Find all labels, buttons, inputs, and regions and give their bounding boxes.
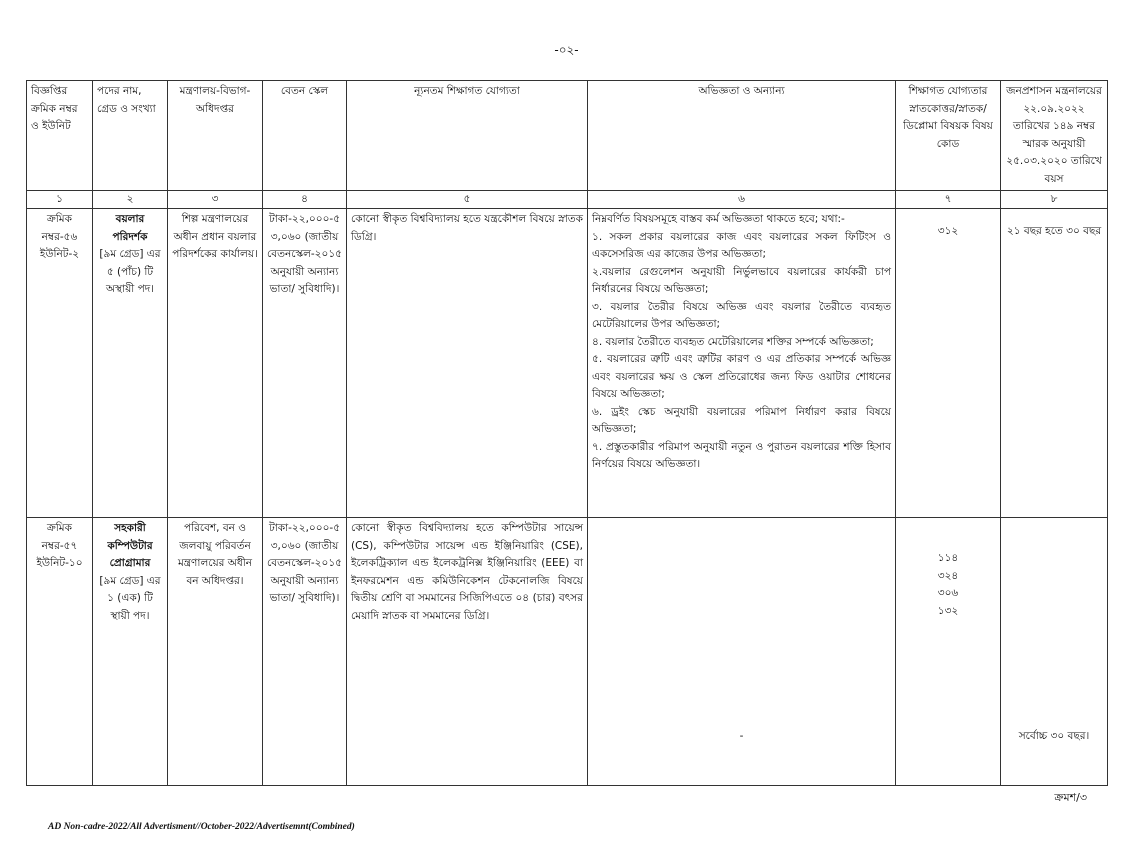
experience-item: ১. সকল প্রকার বয়লারের কাজ এবং বয়লারের সকল ফিটিংস ও একসেসরিজ এর কাজের উপর অভিজ্ঞতা; [592, 230, 891, 260]
experience-item: ৬. ড্রইং স্কেচ অনুযায়ী বয়লারের পরিমাপ নির্ধারণ করার বিষয়ে অভিজ্ঞতা; [592, 405, 891, 435]
column-number: ৫ [347, 191, 588, 209]
table-row [27, 518, 1108, 786]
column-number: ৪ [263, 191, 347, 209]
header-row [27, 81, 1108, 191]
subject-code: ৩০৬ [937, 587, 959, 599]
header-serial: বিজ্ঞপ্তির ক্রমিক নম্বর ও ইউনিট [27, 81, 93, 191]
header-subject-code: শিক্ষাগত যোগ্যতার স্নাতকোত্তর/স্নাতক/ ডিপ্লোমা বিষয়ক বিষয় কোড [896, 81, 1001, 191]
post-cell [93, 209, 168, 518]
footer-path: AD Non-cadre-2022/All Advertisment//October-2022/Advertisemnt(Combined) [48, 822, 355, 832]
pay-scale-cell: টাকা-২২,০০০-৫৩,০৬০ (জাতীয় বেতনস্কেল-২০১৫ অনুযায়ী অন্যান্য ভাতা/ সুবিধাদি)। [263, 518, 347, 786]
page-number: -০২- [554, 43, 579, 57]
post-detail: [৯ম গ্রেড] এর ১ (এক) টি স্থায়ী পদ। [99, 574, 161, 622]
column-number: ৬ [588, 191, 896, 209]
header-pay-scale: বেতন স্কেল [263, 81, 347, 191]
subject-code: ১১৪ [937, 552, 959, 564]
column-number-row [27, 191, 1108, 209]
column-number: ১ [27, 191, 93, 209]
header-experience: অভিজ্ঞতা ও অন্যান্য [588, 81, 896, 191]
post-title: সহকারী কম্পিউটার প্রোগ্রামার [107, 522, 153, 569]
experience-item: ৫. বয়লারের ত্রুটি এবং ত্রুটির কারণ ও এর প্রতিকার সম্পর্কে অভিজ্ঞ এবং বয়লারের ক্ষয় ও স্কেল প্রতিরোধের জন্য ফিড ওয়াটার শোধনের বিষয়ে অভিজ্ঞতা; [592, 353, 891, 400]
column-number: ৮ [1001, 191, 1108, 209]
header-education: ন্যূনতম শিক্ষাগত যোগ্যতা [347, 81, 588, 191]
continuation-note: ক্রমশ/৩ [1054, 791, 1087, 804]
education-cell: কোনো স্বীকৃত বিশ্ববিদ্যালয় হতে কম্পিউটার সায়েন্স (CS), কম্পিউটার সায়েন্স এন্ড ইঞ্জিনিয়ারিং (CSE), ইলেকট্রিক্যাল এন্ড ইলেকট্রনিক্স ইঞ্জিনিয়ারিং (EEE) বা ইনফরমেশন এন্ড কমিউনিকেশন টেকনোলজি বিষয়ে দ্বিতীয় শ্রেণি বা সমমানের সিজিপিএতে ০৪ (চার) বৎসর মেয়াদি স্নাতক বা সমমানের ডিগ্রি। [347, 518, 588, 786]
table-row [27, 209, 1108, 518]
column-number: ২ [93, 191, 168, 209]
header-age: জনপ্রশাসন মন্ত্রনালয়ের ২২.০৯.২০২২ তারিখের ১৪৯ নম্বর স্মারক অনুযায়ী ২৫.০৩.২০২০ তারিখে বয়স [1001, 81, 1108, 191]
age-cell: ২১ বছর হতে ৩০ বছর [1001, 209, 1108, 518]
experience-item: ২.বয়লার রেগুলেশন অনুযায়ী নির্ভুলভাবে বয়লারের কার্যকরী চাপ নির্ধারনের বিষয়ে অভিজ্ঞতা; [592, 265, 891, 295]
header-office: মন্ত্রণালয়-বিভাগ-অধিদপ্তর [168, 81, 263, 191]
subject-code-cell: ৩১২ [896, 209, 1001, 518]
post-detail: [৯ম গ্রেড] এর ৫ (পাঁচ) টি অস্থায়ী পদ। [99, 248, 161, 295]
experience-item: ৭. প্রস্তুতকারীর পরিমাপ অনুযায়ী নতুন ও পুরাতন বয়লারের শক্তি হিসাব নির্ণয়ের বিষয়ে অভিজ্ঞতা। [592, 440, 891, 470]
age-cell: সর্বোচ্চ ৩০ বছর। [1001, 518, 1108, 786]
post-title: বয়লার পরিদর্শক [112, 213, 148, 243]
experience-item: ৪. বয়লার তৈরীতে ব্যবহৃত মেটেরিয়ালের শক্তির সম্পর্কে অভিজ্ঞতা; [592, 335, 874, 348]
experience-item: ৩. বয়লার তৈরীর বিষয়ে অভিজ্ঞ এবং বয়লার তৈরীতে ব্যবহৃত মেটেরিয়ালের উপর অভিজ্ঞতা; [592, 300, 891, 330]
office-cell: শিল্প মন্ত্রণালয়ের অধীন প্রধান বয়লার পরিদর্শকের কার্যালয়। [168, 209, 263, 518]
column-number: ৩ [168, 191, 263, 209]
subject-code-cell [896, 518, 1001, 786]
office-cell: পরিবেশ, বন ও জলবায়ু পরিবর্তন মন্ত্রণালয়ের অধীন বন অধিদপ্তর। [168, 518, 263, 786]
subject-code: ৩২৪ [937, 569, 959, 582]
experience-item: নিম্নবর্ণিত বিষয়সমূহে বাস্তব কর্ম অভিজ্ঞতা থাকতে হবে; যথা:- [592, 213, 845, 225]
recruitment-table [26, 80, 1108, 786]
experience-cell [588, 209, 896, 518]
education-cell: কোনো স্বীকৃত বিশ্ববিদ্যালয় হতে যন্ত্রকৌশল বিষয়ে স্নাতক ডিগ্রি। [347, 209, 588, 518]
subject-code: ১৩২ [937, 604, 959, 617]
serial-cell: ক্রমিক নম্বর-৫৬ ইউনিট-২ [27, 209, 93, 518]
column-number: ৭ [896, 191, 1001, 209]
header-post: পদের নাম, গ্রেড ও সংখ্যা [93, 81, 168, 191]
experience-cell: - [588, 518, 896, 786]
pay-scale-cell: টাকা-২২,০০০-৫৩,০৬০ (জাতীয় বেতনস্কেল-২০১৫ অনুযায়ী অন্যান্য ভাতা/ সুবিধাদি)। [263, 209, 347, 518]
post-cell [93, 518, 168, 786]
serial-cell: ক্রমিক নম্বর-৫৭ ইউনিট-১০ [27, 518, 93, 786]
